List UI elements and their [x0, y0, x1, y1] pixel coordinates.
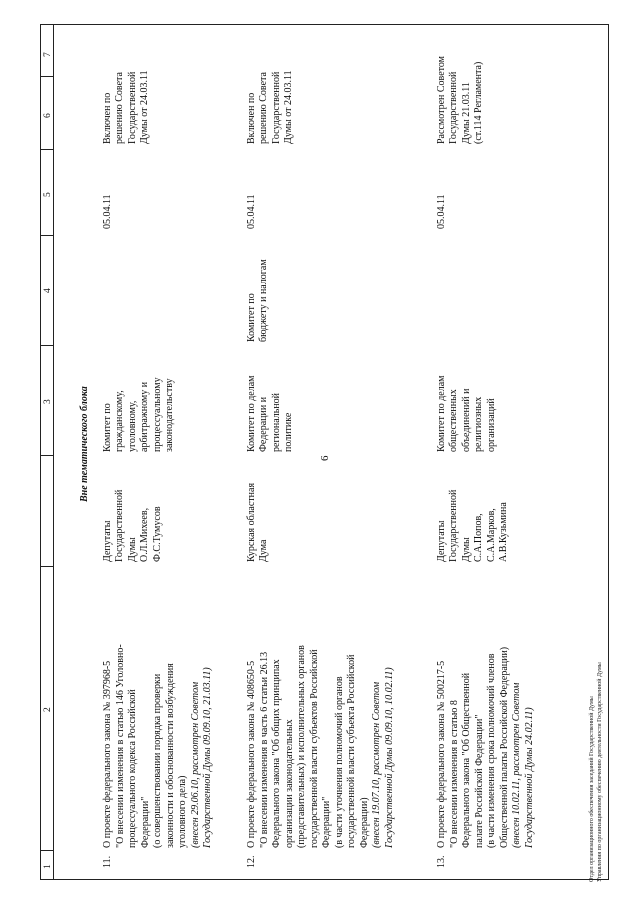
project-title: процессуального кодекса Российской [127, 689, 138, 848]
project-title: Федерального закона "Об Общественной [461, 672, 472, 848]
project-title: (представительных) и исполнительных органов [296, 645, 307, 848]
column-divider [40, 149, 54, 150]
author-cell: Курская областная Дума [246, 482, 270, 562]
page-number: 6 [319, 455, 331, 461]
status-cell: Включен по решению Совета Государственной Думы от 24.03.11 [102, 70, 151, 144]
column-divider [40, 850, 54, 851]
project-title: организации законодательных [283, 719, 295, 848]
project-title: (о совершенствовании порядка проверки [152, 673, 163, 848]
project-title: Федерации) [358, 797, 370, 848]
table-border-bottom [40, 879, 609, 880]
table-border-left [40, 24, 41, 880]
date-cell: 05.04.11 [102, 194, 113, 229]
section-title: Вне тематического блока [79, 386, 90, 502]
table-border-top [40, 24, 609, 25]
author-cell: Депутаты Государственной Думы С.А.Попов, С.А.Марков, А.В.Кузьмина [436, 489, 510, 562]
table-border-right [608, 24, 609, 880]
header-col-3: 3 [43, 399, 53, 404]
date-cell: 05.04.11 [246, 194, 257, 229]
header-col-7: 7 [43, 52, 53, 57]
committee-cell: Комитет по гражданскому, уголовному, арбитражному и процессуальному законодательству [102, 377, 176, 452]
project-title: государственной власти субъекта Российской [346, 654, 357, 848]
committee-cell: Комитет по делам общественных объединений и религиозных организаций [436, 375, 497, 452]
footer-line: Отдел организационного обеспечения заседаний Государственной Думы [589, 696, 595, 882]
project-title: палате Российской Федерации" [473, 714, 485, 848]
row-number: 11. [102, 855, 113, 868]
row-number: 13. [436, 855, 447, 868]
header-col-5: 5 [43, 192, 53, 197]
project-title: государственной власти субъектов Российской [308, 649, 320, 848]
date-cell: 05.04.11 [436, 194, 447, 229]
header-col-6: 6 [43, 113, 53, 118]
project-note: Государственной Думы 09.09.10, 21.03.11) [202, 667, 213, 848]
project-title: "О внесении изменения в статью 146 Уголовно- [114, 644, 126, 848]
status-cell: Рассмотрен Советом Государственной Думы 21.03.11 (ст.114 Регламента) [436, 55, 485, 144]
project-title: О проекте федерального закона № 397968-5 [102, 660, 113, 848]
project-title: О проекте федерального закона № 408650-5 [246, 660, 257, 848]
column-divider [40, 455, 54, 456]
project-title: Федерации" [321, 796, 332, 848]
header-col-1: 1 [43, 864, 53, 869]
project-title: Общественной палаты Российской Федерации) [498, 646, 510, 848]
project-note: (внесен 10.02.11, рассмотрен Советом [511, 682, 522, 848]
project-title: (в части уточнения полномочий органов [333, 676, 345, 848]
project-title: (в части изменения срока полномочий членов [486, 653, 497, 848]
project-note: (внесен 29.06.10, рассмотрен Советом [189, 681, 201, 848]
project-title: О проекте федерального закона № 500217-5 [436, 660, 447, 848]
column-divider [40, 76, 54, 77]
committee-cell: Комитет по делам Федерации и региональной политике [246, 375, 295, 452]
author-cell: Депутаты Государственной Думы О.Л.Михеев, Ф.С.Тумусов [102, 489, 163, 562]
column-divider [40, 235, 54, 236]
project-note: (внесен 19.07.10, рассмотрен Советом [371, 681, 382, 848]
project-title: Федерального закона "Об общих принципах [271, 659, 282, 848]
project-title: уголовного дела) [177, 775, 188, 848]
project-title: "О внесении изменения в статью 8 [448, 700, 460, 848]
project-title: "О внесении изменения в часть 6 статьи 26.13 [258, 651, 270, 848]
project-note: Государственной Думы 24.02.11) [523, 707, 535, 848]
project-note: Государственной Думы 09.09.10, 10.02.11) [383, 667, 395, 848]
column-divider [40, 345, 54, 346]
table-border-header-inner [53, 24, 54, 880]
header-col-4: 4 [43, 288, 53, 293]
header-col-2: 2 [43, 707, 53, 712]
project-title: Федерации" [139, 796, 151, 848]
status-cell: Включен по решению Совета Государственной Думы от 24.03.11 [246, 70, 295, 144]
project-title: законности и обоснованности возбуждения [164, 663, 176, 848]
co-executor-cell: Комитет по бюджету и налогам [246, 259, 270, 342]
row-number: 12. [246, 855, 257, 868]
column-divider [40, 566, 54, 567]
footer-line: Управления по организационному обеспечению деятельности Государственной Думы [597, 662, 603, 882]
